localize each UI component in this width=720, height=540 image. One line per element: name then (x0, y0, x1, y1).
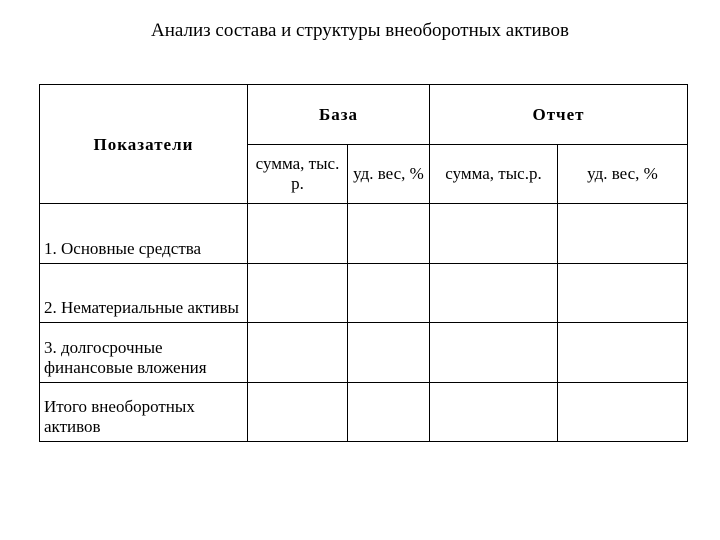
table-row (40, 323, 688, 383)
header-report-share: уд. вес, % (558, 145, 688, 204)
cell-base-share[interactable] (348, 204, 430, 264)
table-row (40, 383, 688, 442)
cell-base-sum[interactable] (248, 264, 348, 323)
cell-base-share[interactable] (348, 264, 430, 323)
cell-base-sum[interactable] (248, 204, 348, 264)
cell-report-share[interactable] (558, 204, 688, 264)
row-label: Итого внеоборотных активов (40, 383, 248, 442)
cell-base-share[interactable] (348, 323, 430, 383)
header-base-share: уд. вес, % (348, 145, 430, 204)
cell-report-sum[interactable] (430, 204, 558, 264)
cell-report-share[interactable] (558, 323, 688, 383)
row-label: 2. Нематериальные активы (40, 264, 248, 323)
cell-report-share[interactable] (558, 264, 688, 323)
header-report-sum: сумма, тыс.р. (430, 145, 558, 204)
header-base: База (248, 85, 430, 145)
cell-base-sum[interactable] (248, 383, 348, 442)
cell-report-sum[interactable] (430, 383, 558, 442)
page-title: Анализ состава и структуры внеоборотных активов (151, 20, 569, 41)
row-label: 1. Основные средства (40, 204, 248, 264)
cell-base-share[interactable] (348, 383, 430, 442)
cell-report-sum[interactable] (430, 323, 558, 383)
table-row (40, 204, 688, 264)
assets-table (39, 84, 688, 442)
cell-report-share[interactable] (558, 383, 688, 442)
row-label: 3. долгосрочные финансовые вложения (40, 323, 248, 383)
table-row (40, 264, 688, 323)
cell-base-sum[interactable] (248, 323, 348, 383)
header-indicators: Показатели (40, 85, 248, 204)
cell-report-sum[interactable] (430, 264, 558, 323)
header-base-sum: сумма, тыс. р. (248, 145, 348, 204)
header-report: Отчет (430, 85, 688, 145)
